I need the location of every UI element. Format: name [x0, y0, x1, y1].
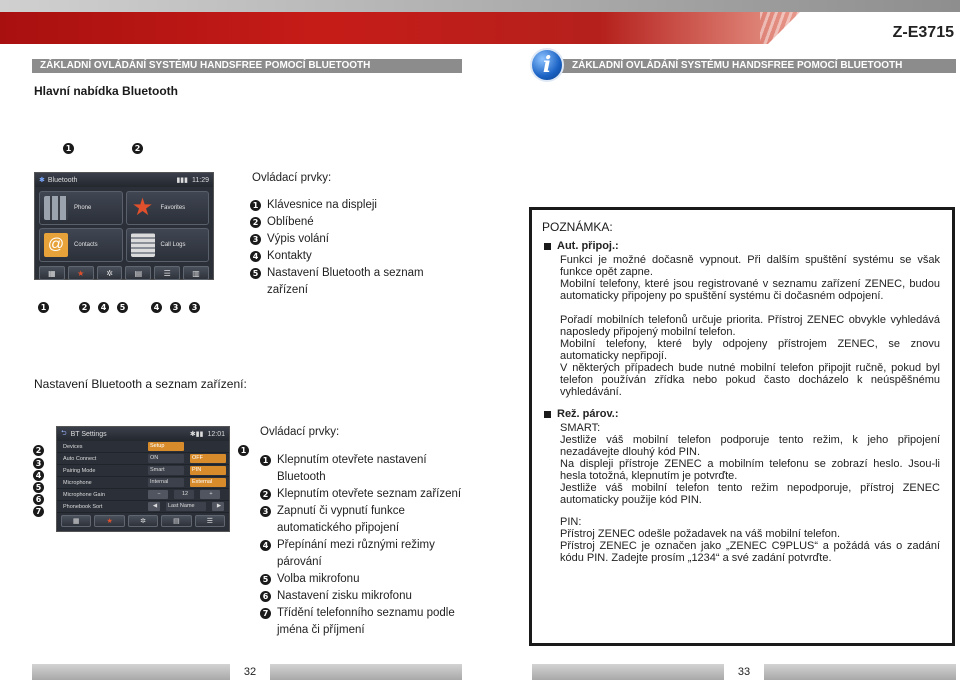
contacts-icon: ▤ — [173, 518, 180, 525]
list-icon: ▥ — [192, 268, 200, 278]
callout-7: 7 — [33, 506, 44, 517]
call-log-button[interactable] — [195, 515, 225, 527]
star-icon: ★ — [131, 194, 154, 221]
auto-connect-off[interactable]: OFF — [190, 454, 226, 463]
model-name: Z-E3715 — [892, 24, 954, 41]
auto-connect-on[interactable]: ON — [148, 454, 184, 463]
tile-label: Contacts — [74, 242, 98, 248]
contacts-button[interactable] — [125, 266, 151, 280]
footer-right — [532, 664, 956, 680]
keypad-icon — [44, 196, 68, 220]
bluetooth-main-screen — [34, 172, 214, 280]
tile-label: Call Logs — [160, 242, 186, 248]
callout-2: 2 — [79, 302, 90, 313]
callout-3: 3 — [189, 302, 200, 313]
callout-1: 1 — [238, 445, 249, 456]
gain-plus-button[interactable]: + — [200, 490, 220, 499]
callout-1: 1 — [63, 143, 74, 154]
keypad-button[interactable] — [39, 266, 65, 280]
top-banner-grey — [0, 0, 960, 12]
keypad-icon: ▦ — [72, 518, 80, 525]
setup-button[interactable]: Setup — [148, 442, 184, 451]
tile-call-logs[interactable] — [126, 228, 210, 262]
sort-next-button[interactable]: ▶ — [212, 502, 224, 511]
keypad-button[interactable] — [61, 515, 91, 527]
signal-icon: ▮▮▮ — [176, 177, 188, 184]
contacts-icon: @ — [44, 233, 68, 257]
bluetooth-icon: ✱ — [39, 177, 45, 184]
callout-2: 2 — [132, 143, 143, 154]
sort-prev-button[interactable]: ◀ — [148, 502, 160, 511]
keypad-icon: ▦ — [48, 268, 56, 278]
controls-heading: Ovládací prvky: — [252, 172, 332, 184]
pairing-pin[interactable]: PIN — [190, 466, 226, 475]
list-item: 5 Nastavení Bluetooth a seznam zařízení — [250, 265, 450, 299]
callout-3: 3 — [170, 302, 181, 313]
square-bullet-icon — [544, 243, 551, 250]
settings-button[interactable] — [97, 266, 123, 280]
settings-row-microphone: Microphone Internal External — [57, 477, 229, 489]
tile-favorites[interactable] — [126, 191, 210, 225]
settings-row-pairing-mode: Pairing Mode Smart PIN — [57, 465, 229, 477]
callout-1: 1 — [38, 302, 49, 313]
controls-list-2 — [260, 452, 465, 639]
clock: 12:01 — [207, 430, 225, 438]
mic-internal[interactable]: Internal — [148, 478, 184, 487]
list-item: 2 Oblíbené — [250, 214, 450, 231]
bt-settings-screen — [56, 426, 230, 532]
note-block-pairing-mode: Rež. párov.: SMART: Jestliže váš mobilní telefon podporuje tento režim, k jeho připojení nezadávejte dlouhý kód PIN. Na displeji přístroje ZENEC a mobilním telefonu se zobrazí heslo. Jsou-li hesla totožná, klepnutím je potvrďte. Jestliže váš mobilní telefon tento režim nepodporuje, přístroj ZENEC automaticky použije kód PIN. — [544, 408, 940, 506]
favorites-button[interactable] — [94, 515, 124, 527]
note-block-pin: PIN: Přístroj ZENEC odešle požadavek na váš mobilní telefon. Přístroj ZENEC je označen jako „ZENEC C9PLUS“ a požádá vás o zadání kódu PIN. Zadejte prosím „1234“ a své zadání potvrďte. — [560, 516, 940, 564]
callout-5: 5 — [117, 302, 128, 313]
list-item: 3 Zapnutí či vypnutí funkce automatického připojení — [260, 503, 465, 537]
list-item: 4 Kontakty — [250, 248, 450, 265]
controls-heading: Ovládací prvky: — [260, 426, 340, 438]
contacts-button[interactable] — [161, 515, 191, 527]
call-log-icon: ☰ — [163, 268, 171, 278]
note-block-auto-connect: Aut. připoj.: Funkci je možné dočasně vypnout. Při dalším spuštění systému se však funkce opět zapne. Mobilní telefony, které jsou registrované v seznamu zařízení ZENEC, budou automaticky připojeny po spuštění systému či dočasném odpojení. — [544, 240, 940, 302]
callout-4: 4 — [33, 470, 44, 481]
sort-value: Last Name — [166, 502, 206, 511]
call-log-button-2[interactable] — [183, 266, 209, 280]
tile-label: Favorites — [160, 205, 186, 211]
settings-row-mic-gain: Microphone Gain − 12 + — [57, 489, 229, 501]
footer-left — [32, 664, 462, 680]
section-title-left: ZÁKLADNÍ OVLÁDÁNÍ SYSTÉMU HANDSFREE POMOCÍ BLUETOOTH — [32, 59, 462, 73]
page-number-right: 33 — [724, 664, 764, 680]
star-icon: ★ — [77, 268, 85, 278]
callout-4: 4 — [98, 302, 109, 313]
banner-stripes — [760, 12, 820, 44]
list-item: 2 Klepnutím otevřete seznam zařízení — [260, 486, 465, 503]
page-title: Hlavní nabídka Bluetooth — [34, 84, 179, 98]
list-item: 7 Třídění telefonního seznamu podle jména či příjmení — [260, 605, 465, 639]
bluetooth-icon: ✱▮▮ — [189, 431, 204, 438]
info-icon: i — [530, 48, 564, 82]
call-log-icon: ☰ — [206, 518, 213, 525]
section-subtitle: Nastavení Bluetooth a seznam zařízení: — [34, 377, 247, 391]
list-item: 6 Nastavení zisku mikrofonu — [260, 588, 465, 605]
contacts-icon: ▤ — [134, 268, 143, 278]
gain-minus-button[interactable]: − — [148, 490, 168, 499]
settings-button[interactable] — [128, 515, 158, 527]
screen-title: BT Settings — [70, 430, 107, 438]
top-banner-red — [0, 12, 800, 44]
pairing-smart[interactable]: Smart — [148, 466, 184, 475]
status-bar — [57, 427, 229, 441]
square-bullet-icon — [544, 411, 551, 418]
settings-row-devices[interactable]: Devices Setup — [57, 441, 229, 453]
page-number-left: 32 — [230, 664, 270, 680]
clock: 11:29 — [192, 176, 209, 184]
callout-6: 6 — [33, 494, 44, 505]
section-title-right: ZÁKLADNÍ OVLÁDÁNÍ SYSTÉMU HANDSFREE POMOCÍ BLUETOOTH — [532, 59, 956, 73]
gain-value: 12 — [174, 490, 194, 499]
gear-icon: ✲ — [106, 268, 113, 278]
tile-phone[interactable] — [39, 191, 123, 225]
controls-list-1 — [250, 197, 450, 299]
favorites-button[interactable] — [68, 266, 94, 280]
mic-external[interactable]: External — [190, 478, 226, 487]
call-log-icon — [131, 233, 155, 257]
list-item: 3 Výpis volání — [250, 231, 450, 248]
callout-4: 4 — [151, 302, 162, 313]
star-icon: ★ — [106, 518, 113, 525]
list-item: 1 Klávesnice na displeji — [250, 197, 450, 214]
status-bar — [35, 173, 213, 187]
settings-row-auto-connect: Auto Connect ON OFF — [57, 453, 229, 465]
callout-2: 2 — [33, 445, 44, 456]
tile-label: Phone — [74, 205, 92, 211]
callout-3: 3 — [33, 458, 44, 469]
gear-icon: ✲ — [140, 518, 146, 525]
settings-row-phonebook-sort: Phonebook Sort ◀ Last Name ▶ — [57, 501, 229, 513]
call-log-button[interactable] — [154, 266, 180, 280]
back-icon[interactable]: ⮌ — [61, 429, 67, 437]
list-item: 5 Volba mikrofonu — [260, 571, 465, 588]
screen-title: Bluetooth — [47, 176, 78, 184]
callout-5: 5 — [33, 482, 44, 493]
note-title: POZNÁMKA: — [542, 220, 613, 234]
note-box — [529, 207, 955, 646]
note-block-priority: Pořadí mobilních telefonů určuje priorita. Přístroj ZENEC obvykle vyhledává naposledy připojený mobilní telefon. Mobilní telefony, které byly odpojeny přístrojem ZENEC, se znovu automaticky nepřipojí. V některých případech bude nutné mobilní telefon připojit ručně, pokud byl telefon používán zřídka nebo pokud často docházelo k neúspěšnému vyhledávání. — [560, 314, 940, 398]
tile-contacts[interactable] — [39, 228, 123, 262]
list-item: 1 Klepnutím otevřete nastavení Bluetooth — [260, 452, 465, 486]
list-item: 4 Přepínání mezi různými režimy párování — [260, 537, 465, 571]
